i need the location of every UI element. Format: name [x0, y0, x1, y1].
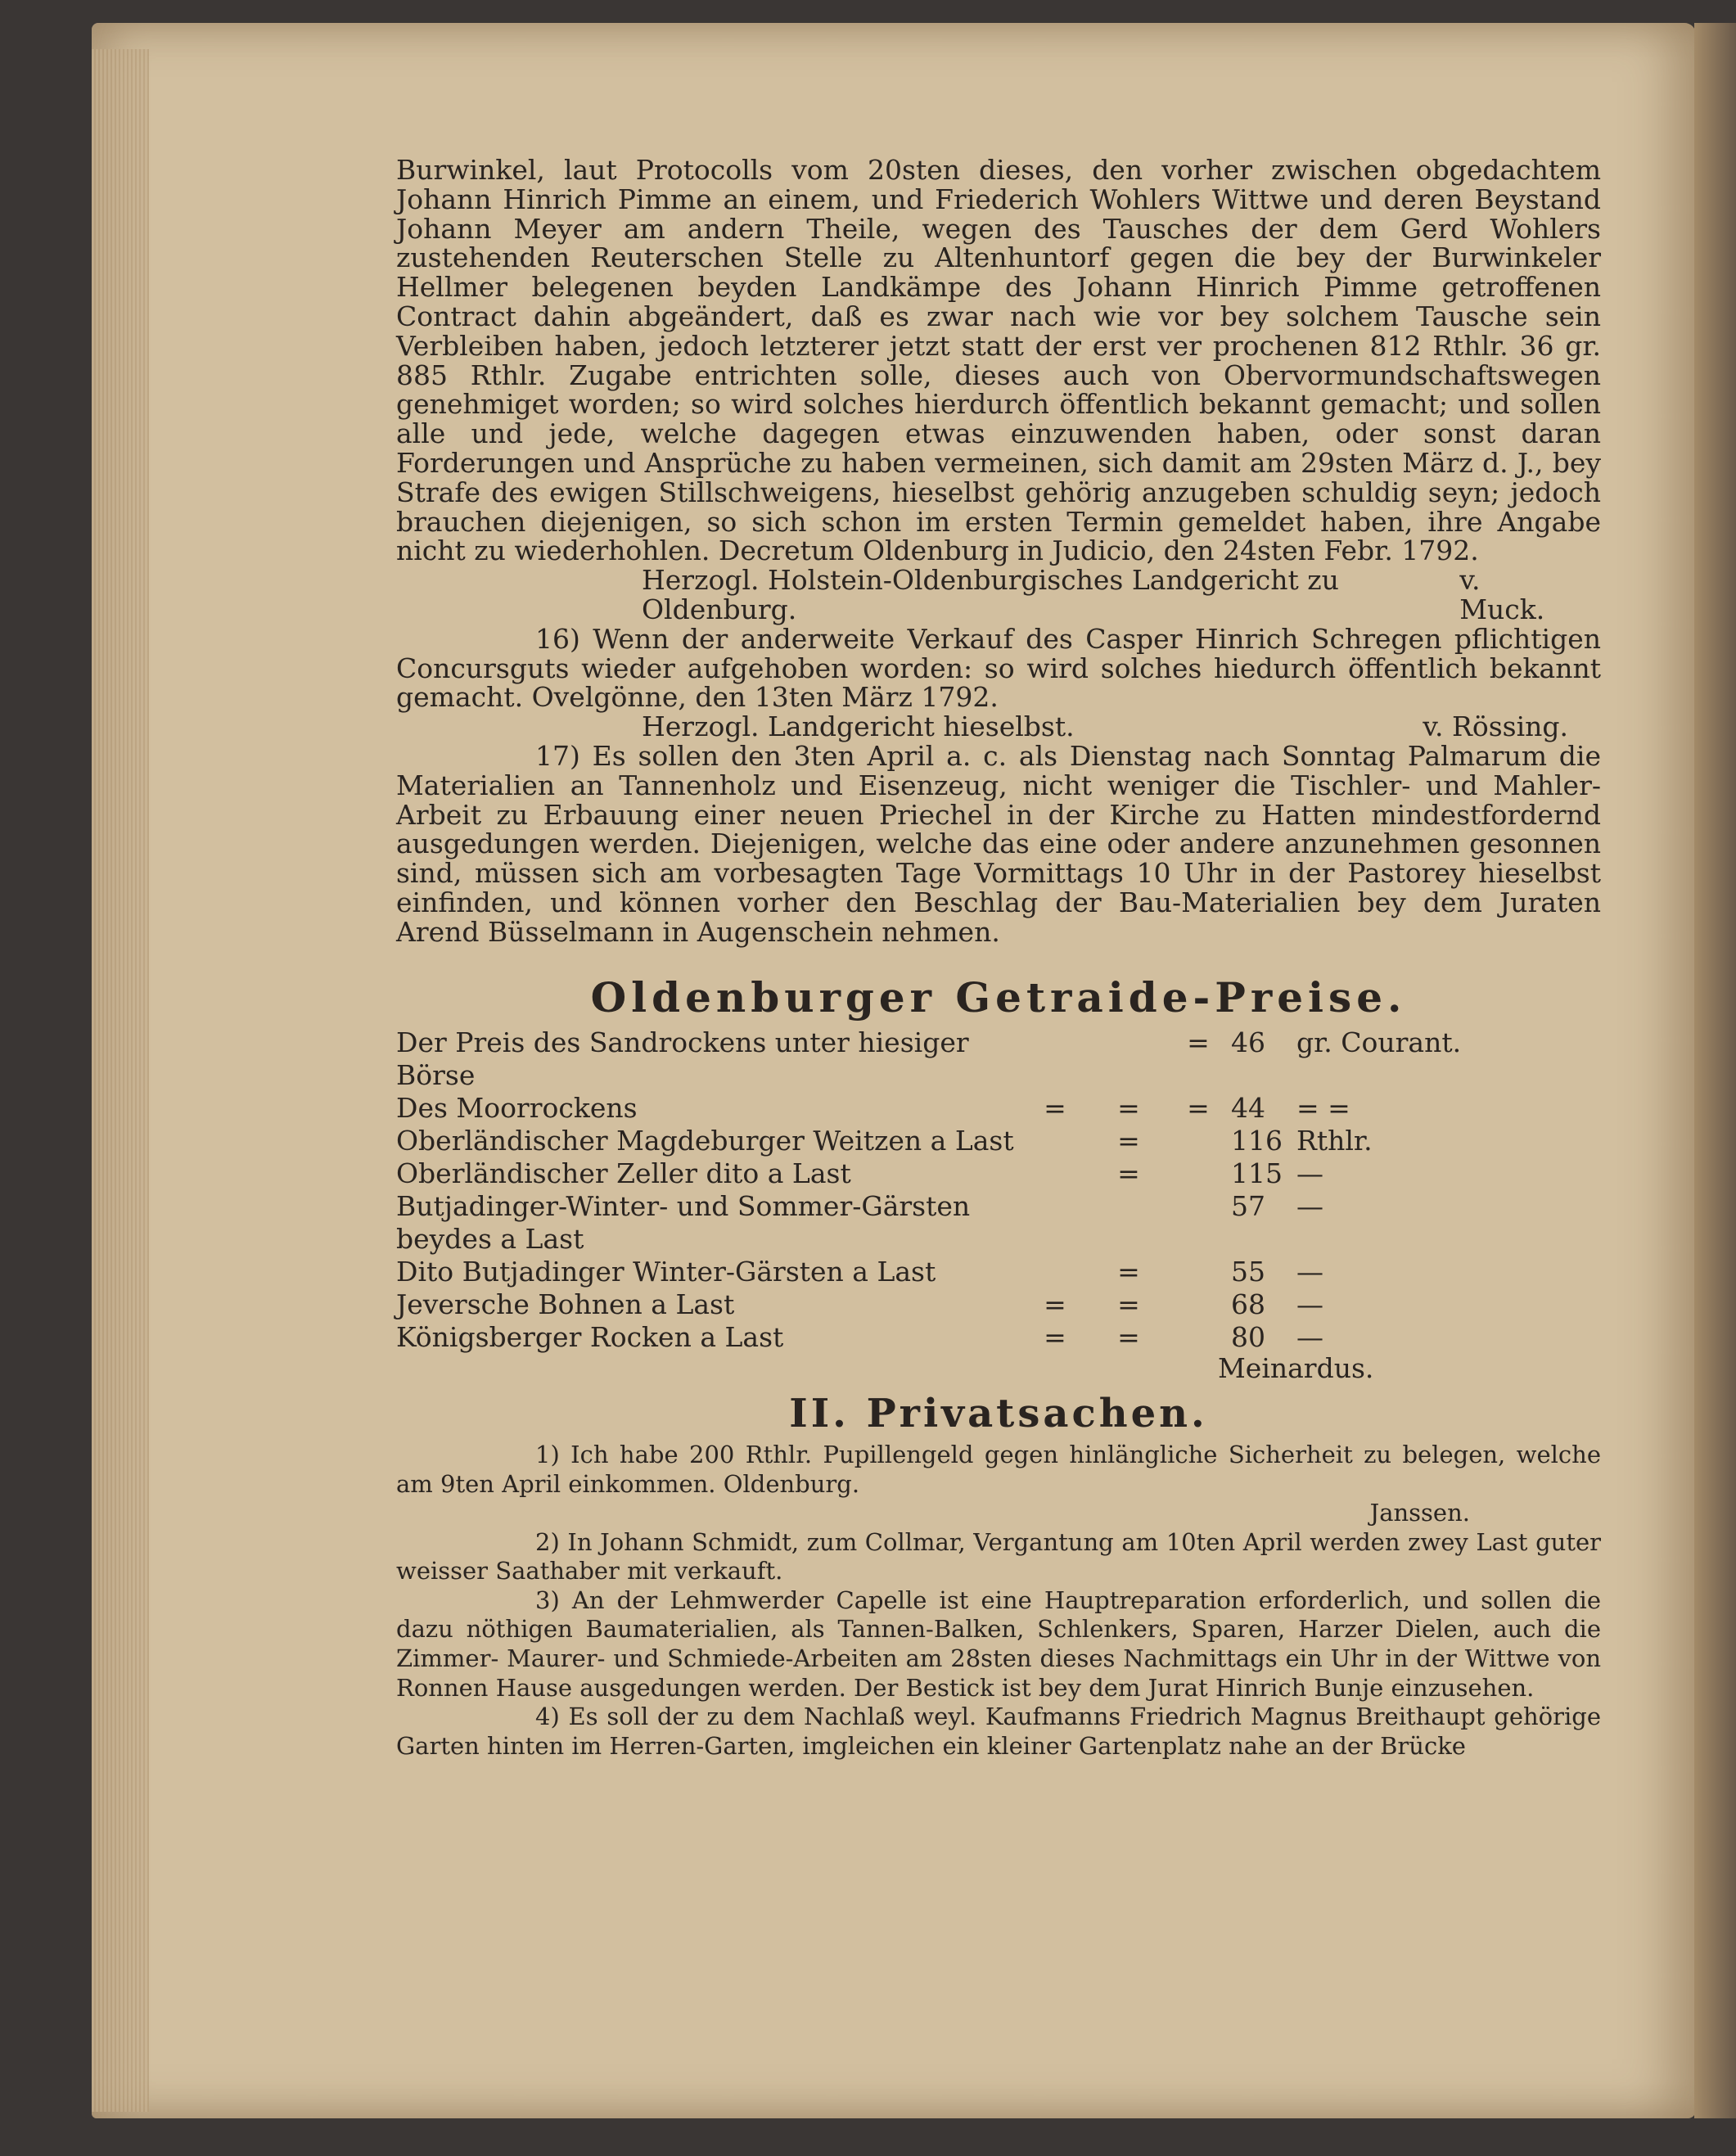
signature-court: Herzogl. Landgericht hieselbst.	[642, 710, 1075, 743]
ditto-mark: =	[1117, 1321, 1140, 1354]
ditto-mark: =	[1117, 1256, 1140, 1288]
signature-name: v. Muck.	[1459, 564, 1545, 625]
private-notice-4: 4) Es soll der zu dem Nachlaß weyl. Kaufmanns Friedrich Magnus Breithaupt gehörige Garten hinten im Herren-Garten, imgleichen ein kleiner Gartenplatz nahe an der Brücke	[396, 1703, 1601, 1760]
ditto-mark	[1166, 1190, 1231, 1256]
price-unit: —	[1296, 1157, 1323, 1190]
ditto-mark	[1018, 1125, 1092, 1157]
ditto-mark: =	[1117, 1125, 1140, 1157]
book-spine-shadow	[1694, 23, 1736, 2118]
heading-private-matters: II. Privatsachen.	[789, 1391, 1208, 1437]
signature-landgericht-ovelgoenne	[396, 712, 1601, 742]
price-unit: —	[1296, 1321, 1323, 1354]
table-row	[396, 1157, 1601, 1190]
table-row	[396, 1288, 1601, 1321]
private-notice-1: 1) Ich habe 200 Rthlr. Pupillengeld gegen hinlängliche Sicherheit zu belegen, welche am 9ten April einkommen. Oldenburg.	[396, 1440, 1601, 1498]
price-unit: —	[1296, 1288, 1323, 1321]
ditto-mark	[1166, 1256, 1231, 1288]
price-unit: gr. Courant.	[1296, 1026, 1462, 1059]
paragraph-16: 16) Wenn der anderweite Verkauf des Casper Hinrich Schregen pflichtigen Concursguts wieder aufgehoben worden: so wird solches hiedurch öffentlich bekannt gemacht. Ovelgönne, den 13ten März 1792.	[396, 622, 1601, 714]
price-value: 68	[1231, 1288, 1265, 1321]
paragraph-17: 17) Es sollen den 3ten April a. c. als Dienstag nach Sonntag Palmarum die Materialien an Tannenholz und Eisenzeug, nicht weniger die Tischler- und Mahler-Arbeit zu Erbauung einer neuen Priechel in der Kirche zu Hatten mindestfordernd ausgedungen werden. Diejenigen, welche das eine oder andere anzunehmen gesonnen sind, müssen sich am vorbesagten Tage Vormittags 10 Uhr in der Pastorey hieselbst einfinden, und können vorher den Beschlag der Bau-Materialien bey dem Juraten Arend Büsselmann in Augenschein nehmen.	[396, 739, 1601, 948]
ditto-mark: =	[1117, 1288, 1140, 1321]
price-value: 116	[1231, 1125, 1283, 1157]
price-value: 115	[1231, 1157, 1283, 1190]
ditto-mark	[1166, 1157, 1231, 1190]
ditto-mark	[1166, 1321, 1231, 1354]
table-row	[396, 1125, 1601, 1157]
price-item: Des Moorrockens	[396, 1092, 638, 1125]
price-unit: = =	[1296, 1092, 1350, 1125]
table-row	[396, 1256, 1601, 1288]
table-row	[396, 1026, 1601, 1092]
ditto-mark	[1018, 1026, 1092, 1092]
price-item: Oberländischer Zeller dito a Last	[396, 1157, 851, 1190]
ditto-mark	[1018, 1157, 1092, 1190]
document-body	[396, 156, 1601, 1761]
price-unit: —	[1296, 1190, 1323, 1223]
ditto-mark	[1092, 1190, 1166, 1256]
price-item: Königsberger Rocken a Last	[396, 1321, 784, 1354]
price-item: Butjadinger-Winter- und Sommer-Gärsten beydes a Last	[396, 1190, 971, 1256]
price-value: 44	[1231, 1092, 1265, 1125]
signature-prices: Meinardus.	[1218, 1352, 1374, 1385]
price-item: Der Preis des Sandrockens unter hiesiger Börse	[396, 1026, 969, 1092]
paragraph-main: Burwinkel, laut Protocolls vom 20sten dieses, den vorher zwischen obgedachtem Johann Hinrich Pimme an einem, und Friederich Wohlers Wittwe und deren Beystand Johann Meyer am andern Theile, wegen des Tausches der dem Gerd Wohlers zustehenden Reuterschen Stelle zu Altenhuntorf gegen die bey der Burwinkeler Hellmer belegenen beyden Landkämpe des Johann Hinrich Pimme getroffenen Contract dahin abgeändert, daß es zwar nach wie vor bey solchem Tausche sein Verbleiben haben, jedoch letzterer jetzt statt der erst ver prochenen 812 Rthlr. 36 gr. 885 Rthlr. Zugabe entrichten solle, dieses auch von Obervormundschaftswegen genehmiget worden; so wird solches hierdurch öffentlich bekannt gemacht; und sollen alle und jede, welche dagegen etwas einzuwenden haben, oder sonst daran Forderungen und Ansprüche zu haben vermeinen, sich damit am 29sten März d. J., bey Strafe des ewigen Stillschweigens, hieselbst gehörig anzugeben schuldig seyn; jedoch brauchen diejenigen, so sich schon im ersten Termin gemeldet haben, ihre Angabe nicht zu wiederhohlen. Decretum Oldenburg in Judicio, den 24sten Febr. 1792.	[396, 154, 1601, 567]
signature-janssen: Janssen.	[1369, 1499, 1470, 1527]
private-notice-3: 3) An der Lehmwerder Capelle ist eine Hauptreparation erforderlich, und sollen die dazu nöthigen Baumaterialien, als Tannen-Balken, Schlenkers, Sparen, Harzer Dielen, auch die Zimmer- Maurer- und Schmiede-Arbeiten am 28sten dieses Nachmittags ein Uhr in der Wittwe von Ronnen Hause ausgedungen werden. Der Bestick ist bey dem Jurat Hinrich Bunje einzusehen.	[396, 1585, 1601, 1702]
ditto-mark	[1166, 1125, 1231, 1157]
ditto-mark: =	[1187, 1092, 1210, 1125]
grain-price-table	[396, 1026, 1601, 1354]
ditto-mark: =	[1044, 1288, 1066, 1321]
ditto-mark: =	[1044, 1092, 1066, 1125]
price-value: 55	[1231, 1256, 1265, 1288]
signature-court: Herzogl. Holstein-Oldenburgisches Landgericht zu Oldenburg.	[642, 564, 1339, 625]
ditto-mark: =	[1044, 1321, 1066, 1354]
ditto-mark	[1018, 1190, 1092, 1256]
signature-name: v. Rössing.	[1423, 710, 1568, 743]
price-value: 80	[1231, 1321, 1265, 1354]
private-notices	[396, 1441, 1601, 1761]
table-row	[396, 1092, 1601, 1125]
price-unit: —	[1296, 1256, 1323, 1288]
table-row	[396, 1321, 1601, 1354]
ditto-mark	[1092, 1026, 1166, 1092]
table-row	[396, 1190, 1601, 1256]
price-item: Jeversche Bohnen a Last	[396, 1288, 735, 1321]
price-item: Oberländischer Magdeburger Weitzen a Last	[396, 1125, 1014, 1157]
ditto-mark	[1166, 1288, 1231, 1321]
price-unit: Rthlr.	[1296, 1125, 1373, 1157]
ditto-mark: =	[1187, 1026, 1210, 1059]
price-item: Dito Butjadinger Winter-Gärsten a Last	[396, 1256, 936, 1288]
ditto-mark: =	[1117, 1092, 1140, 1125]
page-edges	[92, 49, 149, 2112]
ditto-mark: =	[1117, 1157, 1140, 1190]
price-value: 46	[1231, 1026, 1265, 1059]
private-notice-2: 2) In Johann Schmidt, zum Collmar, Vergantung am 10ten April werden zwey Last guter weisser Saathaber mit verkauft.	[396, 1527, 1601, 1585]
heading-grain-prices: Oldenburger Getraide-Preise.	[590, 972, 1407, 1022]
signature-landgericht-oldenburg	[396, 566, 1601, 625]
ditto-mark	[1018, 1256, 1092, 1288]
price-value: 57	[1231, 1190, 1265, 1223]
